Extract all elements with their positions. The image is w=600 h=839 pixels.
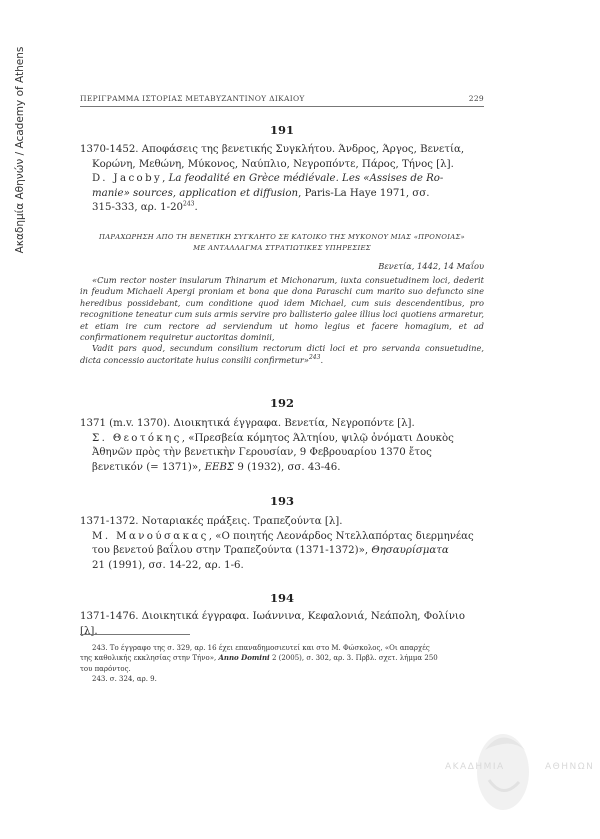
entry-line: 1371-1476. Διοικητικά έγγραφα. Ιωάννινα, Κεφαλονιά, Νεάπολη, Φολίνιο [λ]. xyxy=(80,611,466,637)
entry-number-193: 193 xyxy=(269,494,294,508)
journal-title: ΕΕΒΣ xyxy=(204,461,235,473)
latin-paragraph: «Cum rector noster insularum Thinarum et Michonarum, iuxta consuetudinem loci, dederit in feudum Michaeli Apergi proniam et bona que dona Paraschi cum marito suo defuncto sine heredibus possidebant, cum conditione quod idem Michael, cum suis descendentibus, pro recognitione teneatur cum suis armis servire pro ballisterio galee illius loci quotiens armaretur, et etiam ire cum rectore ad serviendum ut homo legius et facere homagium, et ad confirmationem requiretur auctoritas dominii, xyxy=(80,275,484,343)
entry-line: βενετικόν (= 1371)», ΕΕΒΣ 9 (1932), σσ. 43-46. xyxy=(92,461,341,473)
journal-title: Anno Domini xyxy=(218,653,270,663)
entry-line: Μ. Μανούσακας, «Ο ποιητής Λεονάρδος Ντελλαπόρτας διερμηνέας xyxy=(92,530,474,542)
place-date: Βενετία, 1442, 14 Μαΐου xyxy=(378,261,484,271)
watermark-left-text: ΑΚΑΔΗΜΙΑ xyxy=(445,762,505,772)
page-number: 229 xyxy=(468,94,484,103)
athena-emblem-icon xyxy=(445,720,595,830)
footnote-243b: 243. σ. 324, αρ. 9. xyxy=(92,675,157,684)
journal-title: Θησαυρίσματα xyxy=(371,545,449,557)
academy-watermark xyxy=(445,720,595,830)
entry-line: 1371-1372. Νοταριακές πράξεις. Τραπεζούντα [λ]. xyxy=(80,516,343,527)
document-heading: ΠΑΡΑΧΩΡΗΣΗ ΑΠΟ ΤΗ ΒΕΝΕΤΙΚΗ ΣΥΓΚΛΗΤΟ ΣΕ ΚΑΤΟΙΚΟ ΤΗΣ ΜΥΚΟΝΟΥ ΜΙΑΣ «ΠΡΟΝΟΙΑΣ» ΜΕ ΑΝΤΑΛΛΑΓΜΑ ΣΤΡΑΤΙΩΤΙΚΕΣ ΥΠΗΡΕΣΙΕΣ xyxy=(98,233,466,252)
header-rule xyxy=(80,106,484,107)
entry-number-192: 192 xyxy=(269,396,294,410)
entry-line: Κορώνη, Μεθώνη, Μύκονος, Ναύπλιο, Νεγροπόντε, Πάρος, Τήνος [λ]. xyxy=(92,158,454,170)
entry-191 xyxy=(80,143,484,216)
running-title: ΠΕΡΙΓΡΑΜΜΑ ΙΣΤΟΡΙΑΣ ΜΕΤΑΒΥΖΑΝΤΙΝΟΥ ΔΙΚΑΙΟΥ xyxy=(80,94,305,103)
latin-paragraph: Vadit pars quod, secundum consilium rectorum dicti loci et pro servanda consuetudine, dicta concessio auctoritate huius consilii confirmetur»$^{243}$. xyxy=(80,343,484,365)
entry-line: Σ. Θεοτόκης, «Πρεσβεία κόμητος Άλτηίου, ψιλῷ ὀνόματι Δουκὸς xyxy=(92,432,454,444)
entry-line: Ἀθηνῶν πρὸς τὴν βενετικὴν Γερουσίαν, 9 Φεβρουαρίου 1370 ἔτος xyxy=(92,447,432,459)
work-title: La feodalité en Grèce médiévale. Les «Assises de Ro- xyxy=(168,173,444,185)
footnotes xyxy=(80,643,484,685)
watermark-right-text: ΑΘΗΝΩΝ xyxy=(545,762,595,772)
footnote-ref: 243 xyxy=(183,200,195,208)
entry-193 xyxy=(80,515,484,573)
author-name: Σ. Θεοτόκης xyxy=(92,432,182,444)
footnote-ref: 243 xyxy=(308,354,321,362)
entry-line: 315-333, αρ. $1-20^{243}$. xyxy=(92,200,198,214)
footnote-line: της καθολικής εκκλησίας στην Τήνο», Anno Domini 2 (2005), σ. 302, αρ. 3. Πρβλ. σχετ. λήμμα 250 xyxy=(80,653,438,663)
archive-sidebar-label: Ακαδημία Αθηνών / Academy of Athens xyxy=(14,46,26,254)
entry-number-191: 191 xyxy=(269,123,294,137)
work-title-cont: manie» sources, application et diffusion xyxy=(92,187,299,199)
entry-line: του βενετού βαΐλου στην Τραπεζούντα (1371-1372)», Θησαυρίσματα xyxy=(92,545,449,557)
footnote-rule xyxy=(80,634,190,635)
footnote-243: 243. Το έγγραφο της σ. 329, αρ. 16 έχει επαναδημοσιευτεί και στο Μ. Φώσκολος, «Οι απαρχές xyxy=(92,644,430,652)
entry-line: manie» sources, application et diffusion, Paris-La Haye 1971, σσ. xyxy=(92,187,430,199)
running-header xyxy=(80,94,484,103)
footnote-line: του παρόντος. xyxy=(80,664,131,673)
entry-line: 21 (1991), σσ. 14-22, αρ. 1-6. xyxy=(92,559,244,571)
entry-line: D. Jacoby, La feodalité en Grèce médiévale. Les «Assises de Ro- xyxy=(92,173,444,185)
latin-quote xyxy=(80,275,484,366)
entry-192 xyxy=(80,417,484,475)
author-name: Μ. Μανούσακας xyxy=(92,530,209,542)
entry-line: 1370-1452. Αποφάσεις της βενετικής Συγκλήτου. Άνδρος, Άργος, Βενετία, xyxy=(80,144,465,155)
entry-number-194: 194 xyxy=(269,591,294,605)
author-name: D. Jacoby xyxy=(92,173,163,185)
entry-line: 1371 (m.v. 1370). Διοικητικά έγγραφα. Βενετία, Νεγροπόντε [λ]. xyxy=(80,418,415,429)
